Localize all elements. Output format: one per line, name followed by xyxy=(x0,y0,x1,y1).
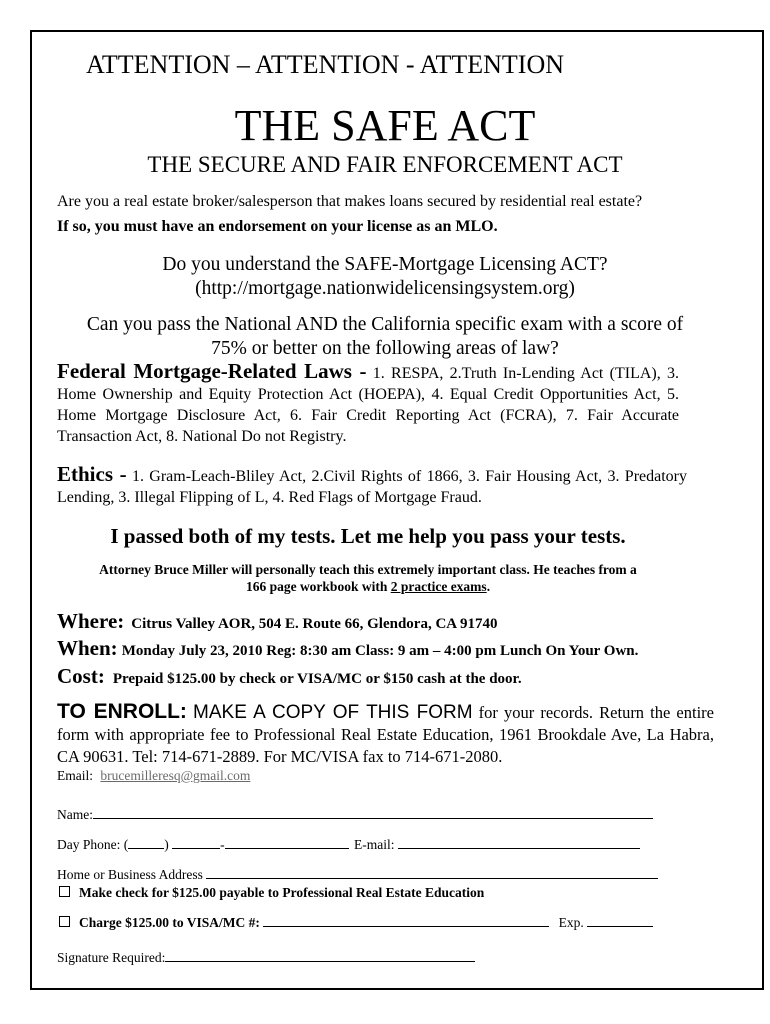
phone-number-field[interactable] xyxy=(225,834,349,849)
email-row xyxy=(57,768,250,784)
enroll-section xyxy=(57,701,714,768)
signature-field[interactable] xyxy=(165,947,475,962)
attorney-line1: Attorney Bruce Miller will personally teach this extremely important class. He teaches from a xyxy=(99,562,637,577)
intro-requirement: If so, you must have an endorsement on your license as an MLO. xyxy=(57,218,498,235)
attorney-line2-period: . xyxy=(486,579,491,594)
check-checkbox[interactable] xyxy=(59,886,70,897)
exp-label: Exp. xyxy=(558,915,584,930)
email-label: Email: xyxy=(57,768,93,783)
address-row xyxy=(57,864,658,883)
ethics-list: 1. Gram-Leach-Bliley Act, 2.Civil Rights of 1866, 3. Fair Housing Act, 3. Predatory Lending, 3. Illegal Flipping of L, 4. Red Flags of Mortgage Fraud. xyxy=(57,468,688,506)
area-code-field[interactable] xyxy=(128,834,164,849)
card-number-field[interactable] xyxy=(263,912,549,927)
attorney-line2-text: 166 page workbook with xyxy=(245,579,388,594)
make-copy-text: MAKE A COPY OF THIS FORM xyxy=(193,702,473,723)
where-value: Citrus Valley AOR, 504 E. Route 66, Glendora, CA 91740 xyxy=(131,616,498,632)
area-code-close: ) xyxy=(164,837,169,852)
charge-checkbox[interactable] xyxy=(59,916,70,927)
intro-question: Are you a real estate broker/salesperson that makes loans secured by residential real estate? xyxy=(57,193,643,210)
phone-dash: - xyxy=(220,837,225,852)
when-value: Monday July 23, 2010 Reg: 8:30 am Class: 9 am – 4:00 pm Lunch On Your Own. xyxy=(121,643,639,659)
page-subtitle: THE SECURE AND FAIR ENFORCEMENT ACT xyxy=(147,152,623,177)
nmls-url: (http://mortgage.nationwidelicensingsystem.org) xyxy=(195,278,575,299)
practice-exams-text: 2 practice exams xyxy=(390,579,487,594)
ethics-section xyxy=(57,464,687,508)
cost-value: Prepaid $125.00 by check or VISA/MC or $150 cash at the door. xyxy=(112,671,522,687)
day-phone-label: Day Phone: ( xyxy=(57,837,129,852)
exp-field[interactable] xyxy=(587,912,653,927)
email-field-label: E-mail: xyxy=(354,837,395,852)
name-field[interactable] xyxy=(93,804,653,819)
page-title: THE SAFE ACT xyxy=(234,101,536,150)
understand-question: Do you understand the SAFE-Mortgage Licensing ACT? xyxy=(162,254,608,275)
check-option-label: Make check for $125.00 payable to Professional Real Estate Education xyxy=(79,885,485,900)
exam-question-line2: 75% or better on the following areas of law? xyxy=(211,338,559,359)
name-label: Name: xyxy=(57,807,93,822)
address-label: Home or Business Address xyxy=(57,867,203,882)
attention-banner: ATTENTION – ATTENTION - ATTENTION xyxy=(86,50,565,79)
ethics-heading: Ethics - xyxy=(57,462,127,486)
enroll-label: TO ENROLL: xyxy=(57,700,187,723)
signature-row xyxy=(57,947,475,966)
exam-question-line1: Can you pass the National AND the California specific exam with a score of xyxy=(86,314,684,335)
when-label: When: xyxy=(57,636,118,660)
when-row xyxy=(57,636,638,661)
email-link[interactable]: brucemilleresq@gmail.com xyxy=(100,768,251,783)
check-option-row xyxy=(59,885,484,901)
attorney-line2 xyxy=(0,579,736,595)
passed-tests-tagline: I passed both of my tests. Let me help you pass your tests. xyxy=(110,524,626,548)
federal-laws-section xyxy=(57,361,679,447)
where-label: Where: xyxy=(57,609,125,633)
cost-row xyxy=(57,664,522,689)
federal-laws-heading: Federal Mortgage-Related Laws - xyxy=(57,359,367,383)
cost-label: Cost: xyxy=(57,664,105,688)
address-field[interactable] xyxy=(206,864,658,879)
where-row xyxy=(57,609,498,634)
name-row xyxy=(57,804,653,823)
signature-label: Signature Required: xyxy=(57,950,166,965)
charge-option-row xyxy=(59,912,653,931)
federal-laws-list: 1. RESPA, 2.Truth In-Lending Act (TILA), 3. Home Ownership and Equity Protection Act (HOEPA), 4. Equal Credit Opportunities Act, 5. Home Mortgage Disclosure Act, 6. Fair Credit Reporting Act (FCRA), 7. Fair Accurate Transaction Act, 8. National Do not Registry. xyxy=(57,365,680,445)
email-field[interactable] xyxy=(398,834,640,849)
enroll-instructions: for your records. Return the entire form with appropriate fee to Professional Real Estate Education, 1961 Brookdale Ave, La Habra, CA 90631. Tel: 714-671-2889. For MC/VISA fax to 714-671-2080. xyxy=(57,703,714,766)
phone-email-row xyxy=(57,834,640,853)
phone-prefix-field[interactable] xyxy=(172,834,220,849)
charge-option-label: Charge $125.00 to VISA/MC #: xyxy=(79,915,260,930)
